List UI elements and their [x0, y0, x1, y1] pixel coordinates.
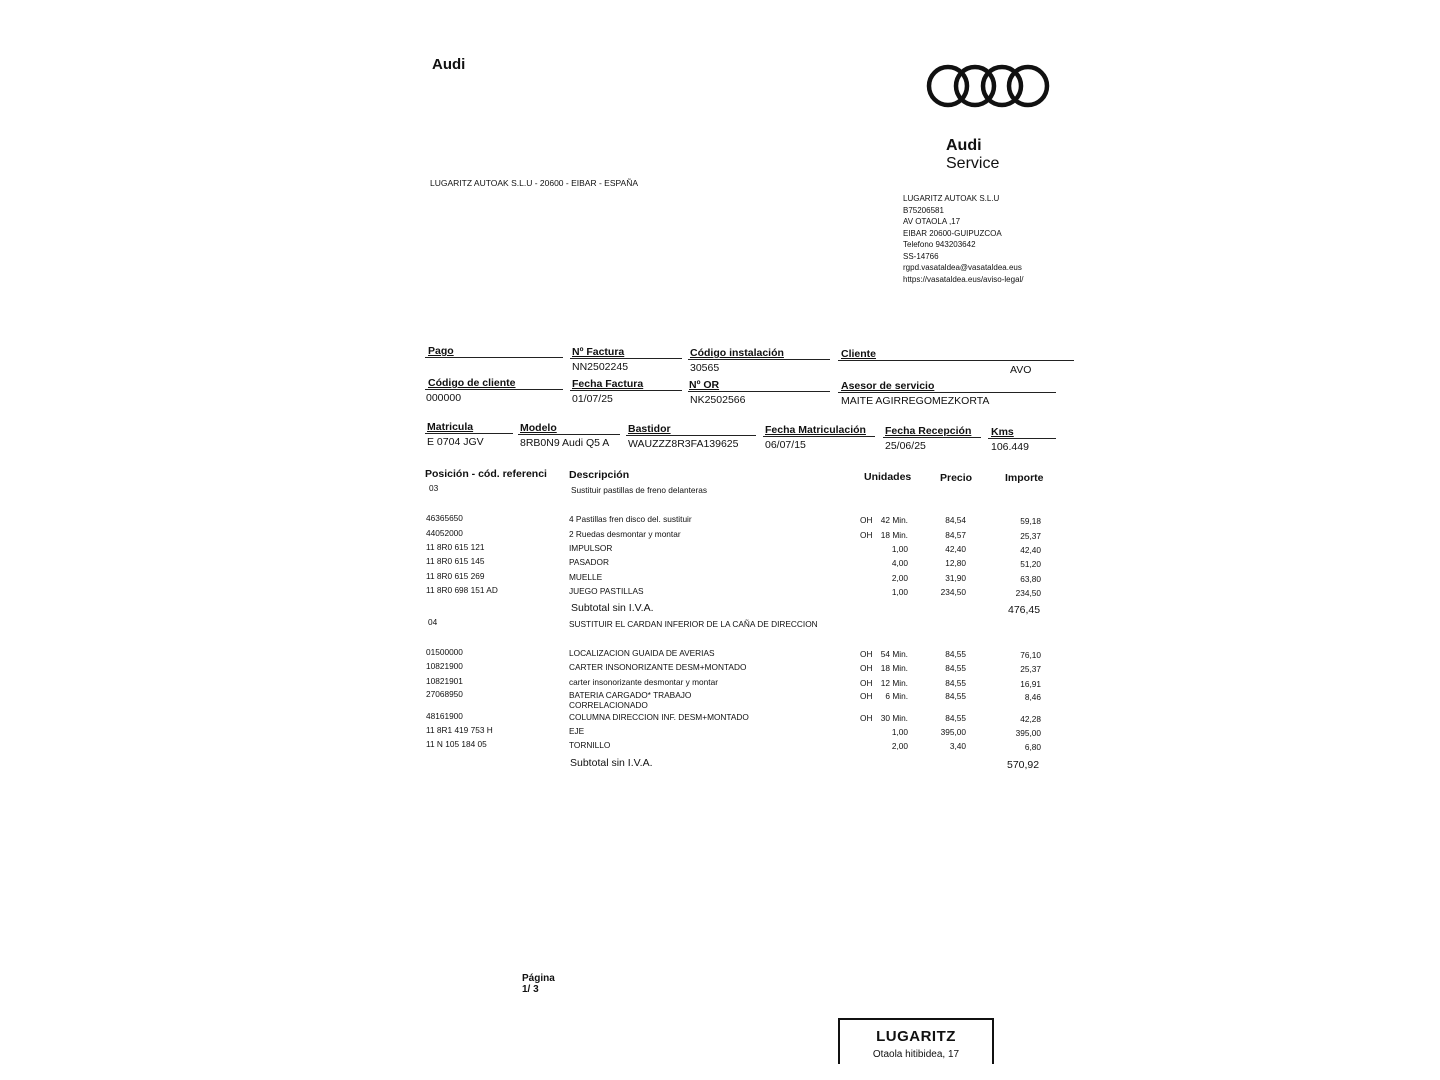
- divider: [763, 436, 875, 437]
- service-word: Service: [946, 155, 1000, 172]
- subtotal-value: 476,45: [1008, 604, 1041, 616]
- modelo-label: Modelo: [520, 422, 557, 434]
- bastidor-label: Bastidor: [628, 423, 671, 435]
- item-ref: 10821900: [426, 661, 463, 671]
- divider: [570, 390, 682, 391]
- divider: [425, 433, 513, 434]
- subtotal-label: Subtotal sin I.V.A.: [571, 602, 654, 614]
- item-description: CARTER INSONORIZANTE DESM+MONTADO: [569, 662, 747, 672]
- item-units: 1,00: [891, 727, 908, 737]
- codigo-cliente-label: Código de cliente: [428, 377, 516, 389]
- cliente-value: AVO: [1010, 364, 1032, 376]
- divider: [425, 389, 563, 390]
- item-units: 1,00: [891, 587, 908, 597]
- or-value: NK2502566: [690, 394, 746, 406]
- item-price: 31,90: [945, 573, 966, 583]
- dealer-stamp: [838, 1018, 994, 1064]
- item-amount: 76,10: [1020, 650, 1041, 660]
- item-description-cont: CORRELACIONADO: [569, 700, 648, 710]
- section-title: Sustituir pastillas de freno delanteras: [571, 485, 708, 495]
- page-label: Página: [522, 973, 555, 984]
- item-amount: 42,28: [1020, 714, 1041, 724]
- divider: [570, 358, 682, 359]
- kms-value: 106.449: [991, 441, 1029, 453]
- item-ref: 11 8R0 615 145: [426, 556, 485, 566]
- item-description: PASADOR: [569, 557, 609, 567]
- service-brand: Audi: [946, 137, 982, 154]
- item-amount: 16,91: [1020, 679, 1041, 689]
- item-units: 2,00: [891, 741, 908, 751]
- item-units: 1,00: [891, 544, 908, 554]
- stamp-title: LUGARITZ: [876, 1028, 956, 1045]
- col-descripcion: Descripción: [569, 469, 630, 481]
- item-ref: 48161900: [426, 711, 463, 721]
- item-description: MUELLE: [569, 572, 603, 582]
- dealer-line: LUGARITZ AUTOAK S.L.U: [903, 194, 1000, 203]
- item-description: COLUMNA DIRECCION INF. DESM+MONTADO: [569, 712, 749, 722]
- fecha-recep-label: Fecha Recepción: [885, 425, 972, 437]
- item-description: 4 Pastillas fren disco del. sustituir: [569, 514, 692, 524]
- dealer-info: [903, 193, 1024, 285]
- item-description: BATERIA CARGADO* TRABAJO: [569, 690, 692, 700]
- item-description: 2 Ruedas desmontar y montar: [569, 529, 681, 539]
- item-units: 30 Min.: [880, 713, 908, 723]
- item-oh: OH: [860, 663, 873, 673]
- item-ref: 44052000: [426, 528, 463, 538]
- dealer-line: Telefono 943203642: [903, 240, 976, 249]
- item-units: 4,00: [891, 558, 908, 568]
- item-units: 42 Min.: [880, 515, 908, 525]
- col-importe: Importe: [1005, 472, 1044, 484]
- item-oh: OH: [860, 713, 873, 723]
- item-price: 42,40: [945, 544, 966, 554]
- item-price: 84,57: [945, 530, 966, 540]
- item-amount: 42,40: [1020, 545, 1041, 555]
- item-price: 395,00: [940, 727, 966, 737]
- or-label: Nº OR: [689, 379, 720, 391]
- item-oh: OH: [860, 515, 873, 525]
- item-amount: 59,18: [1020, 516, 1041, 526]
- codigo-cliente-value: 000000: [426, 392, 462, 404]
- item-oh: OH: [860, 678, 873, 688]
- item-amount: 234,50: [1015, 588, 1041, 598]
- section-position: 04: [428, 617, 438, 627]
- item-price: 84,55: [945, 713, 966, 723]
- divider: [425, 357, 563, 358]
- section-title: SUSTITUIR EL CARDAN INFERIOR DE LA CAÑA DE DIRECCION: [569, 619, 818, 629]
- audi-rings-icon: [926, 62, 1050, 110]
- item-amount: 395,00: [1015, 728, 1041, 738]
- col-unidades: Unidades: [864, 471, 912, 483]
- item-amount: 6,80: [1024, 742, 1041, 752]
- dealer-line: EIBAR 20600-GUIPUZCOA: [903, 228, 1002, 238]
- item-amount: 63,80: [1020, 574, 1041, 584]
- item-units: 6 Min.: [885, 691, 908, 701]
- item-description: JUEGO PASTILLAS: [569, 586, 644, 596]
- item-description: TORNILLO: [569, 740, 611, 750]
- item-price: 84,54: [945, 515, 966, 525]
- instalacion-label: Código instalación: [690, 347, 784, 359]
- item-ref: 11 8R0 615 269: [426, 571, 485, 581]
- factura-label: Nº Factura: [572, 346, 625, 358]
- fecha-recep-value: 25/06/25: [885, 440, 926, 452]
- item-ref: 10821901: [426, 676, 463, 686]
- kms-label: Kms: [991, 426, 1014, 438]
- divider: [688, 359, 830, 360]
- item-units: 54 Min.: [880, 649, 908, 659]
- item-description: LOCALIZACION GUAIDA DE AVERIAS: [569, 648, 715, 658]
- divider: [883, 437, 981, 438]
- item-oh: OH: [860, 530, 873, 540]
- dealer-url: https://vasataldea.eus/aviso-legal/: [903, 274, 1024, 284]
- asesor-value: MAITE AGIRREGOMEZKORTA: [841, 395, 990, 407]
- divider: [518, 434, 620, 435]
- divider: [988, 438, 1056, 439]
- item-price: 12,80: [945, 558, 966, 568]
- audi-service-label: [946, 137, 999, 173]
- section-position: 03: [429, 483, 439, 493]
- matricula-value: E 0704 JGV: [427, 436, 484, 448]
- divider: [626, 435, 756, 436]
- divider: [838, 360, 1074, 361]
- item-ref: 11 8R0 615 121: [426, 542, 485, 552]
- item-units: 2,00: [891, 573, 908, 583]
- sender-line: LUGARITZ AUTOAK S.L.U - 20600 - EIBAR - ESPAÑA: [430, 178, 639, 188]
- col-posicion: Posición - cód. referenci: [425, 468, 547, 480]
- dealer-line: SS-14766: [903, 251, 939, 261]
- stamp-address: Otaola hitibidea, 17: [872, 1049, 960, 1060]
- subtotal-value: 570,92: [1007, 759, 1040, 771]
- item-ref: 11 N 105 184 05: [426, 739, 487, 749]
- asesor-label: Asesor de servicio: [841, 380, 935, 392]
- divider: [688, 391, 830, 392]
- modelo-value: 8RB0N9 Audi Q5 A: [520, 437, 610, 449]
- fecha-factura-value: 01/07/25: [572, 393, 613, 405]
- item-description: carter insonorizante desmontar y montar: [569, 677, 718, 687]
- bastidor-value: WAUZZZ8R3FA139625: [628, 438, 739, 450]
- item-description: IMPULSOR: [569, 543, 613, 553]
- item-oh: OH: [860, 691, 873, 701]
- item-units: 12 Min.: [880, 678, 908, 688]
- divider: [838, 392, 1056, 393]
- page-indicator: [522, 973, 555, 995]
- item-price: 84,55: [945, 649, 966, 659]
- matricula-label: Matricula: [427, 421, 474, 433]
- item-amount: 25,37: [1020, 664, 1041, 674]
- pago-label: Pago: [428, 345, 454, 357]
- brand-name: Audi: [432, 56, 466, 73]
- item-units: 18 Min.: [880, 663, 908, 673]
- item-oh: OH: [860, 649, 873, 659]
- fecha-factura-label: Fecha Factura: [572, 378, 644, 390]
- item-price: 84,55: [945, 678, 966, 688]
- cliente-label: Cliente: [841, 348, 877, 360]
- item-price: 234,50: [940, 587, 966, 597]
- item-price: 84,55: [945, 663, 966, 673]
- dealer-line: B75206581: [903, 205, 944, 215]
- item-ref: 11 8R0 698 151 AD: [426, 585, 498, 595]
- item-ref: 11 8R1 419 753 H: [426, 725, 493, 735]
- item-ref: 01500000: [426, 647, 463, 657]
- item-amount: 8,46: [1024, 692, 1041, 702]
- instalacion-value: 30565: [690, 362, 720, 374]
- item-price: 3,40: [949, 741, 966, 751]
- item-units: 18 Min.: [880, 530, 908, 540]
- dealer-line: AV OTAOLA ,17: [903, 217, 961, 226]
- item-amount: 51,20: [1020, 559, 1041, 569]
- factura-value: NN2502245: [572, 361, 629, 373]
- fecha-matric-value: 06/07/15: [765, 439, 806, 451]
- item-amount: 25,37: [1020, 531, 1041, 541]
- item-ref: 46365650: [426, 513, 463, 523]
- page-number: 1/ 3: [522, 984, 539, 995]
- col-precio: Precio: [940, 472, 973, 484]
- item-description: EJE: [569, 726, 585, 736]
- dealer-email: rgpd.vasataldea@vasataldea.eus: [903, 263, 1022, 272]
- fecha-matric-label: Fecha Matriculación: [765, 424, 866, 436]
- subtotal-label: Subtotal sin I.V.A.: [570, 757, 653, 769]
- item-price: 84,55: [945, 691, 966, 701]
- item-ref: 27068950: [426, 689, 463, 699]
